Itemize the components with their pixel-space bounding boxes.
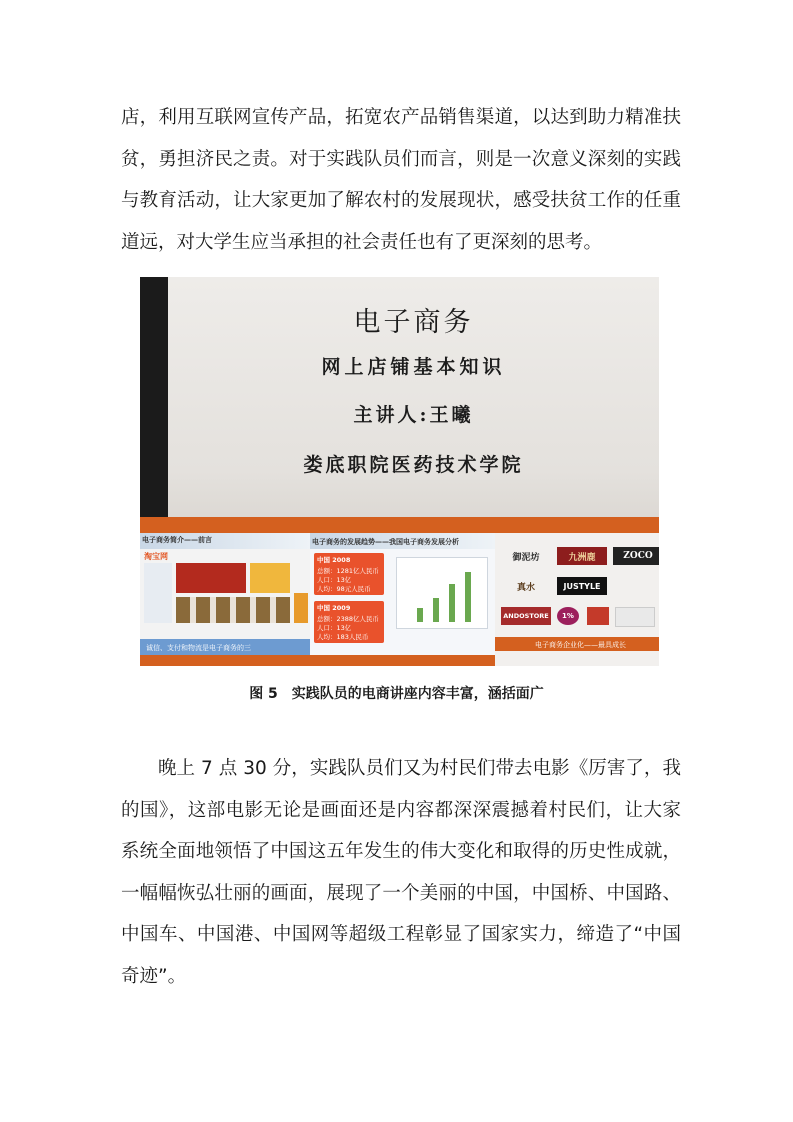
stats-2008-population: 人口：13亿 — [317, 576, 352, 584]
stats-2009-year: 中国 2009 — [317, 604, 351, 612]
stats-box-2009 — [314, 601, 384, 643]
stats-2008-percapita: 人均：98元人民币 — [317, 585, 371, 593]
body-paragraph-1: 店，利用互联网宣传产品，拓宽农产品销售渠道，以达到助力精准扶贫，勇担济民之责。对于实践队员们而言，则是一次意义深刻的实践与教育活动，让大家更加了解农村的发展现状，感受扶贫工作的任重道远，对大学生应当承担的社会责任也有了更深刻的思考。 — [121, 107, 681, 253]
projected-slide — [168, 277, 659, 520]
lecture-photo — [140, 277, 659, 666]
brand-logo-7: 1% — [557, 607, 579, 625]
stats-2008-year: 中国 2008 — [317, 556, 351, 564]
taobao-logo-text: 淘宝网 — [144, 552, 168, 561]
inset-a-footer: 诚信、支付和物流是电子商务的三 — [146, 644, 251, 652]
inset-a-orange-strip — [140, 655, 310, 666]
inset-slide-trend — [310, 533, 495, 666]
brand-logo-6: ANDOSTORE — [501, 607, 551, 625]
body-paragraph-2: 晚上 7 点 30 分，实践队员们又为村民们带去电影《厉害了，我的国》，这部电影无论是画面还是内容都深深震撼着村民们，让大家系统全面地领悟了中国这五年发生的伟大变化和取得的历史性成就，一幅幅恢弘壮丽的画面，展现了一个美丽的中国，中国桥、中国路、中国车、中国港、中国网等超级工程彰显了国家实力，缔造了“中国奇迹”。 — [121, 758, 681, 987]
inset-c-footer: 电子商务企业化——最具成长 — [535, 641, 626, 649]
brand-logo-1: 御泥坊 — [512, 552, 540, 563]
slide-speaker: 主讲人:王曦 — [353, 404, 474, 426]
brand-logo-8 — [587, 607, 609, 625]
trend-mini-chart — [396, 557, 488, 629]
taobao-side-image — [294, 593, 308, 623]
taobao-product-strip — [176, 597, 290, 623]
stats-2008-total: 总额：1281亿人民币 — [317, 567, 380, 575]
brand-logo-2: 九洲鹿 — [557, 547, 607, 565]
brand-logo-5: JUSTYLE — [557, 577, 607, 595]
figure-caption: 图 5 实践队员的电商讲座内容丰富，涵括面广 — [249, 686, 544, 702]
slide-title: 电子商务 — [353, 307, 474, 338]
brand-logo-9 — [615, 607, 655, 627]
stats-2009-population: 人口：13亿 — [317, 624, 352, 632]
taobao-promo — [250, 563, 290, 593]
stats-2009-percapita: 人均：183人民币 — [317, 633, 369, 641]
brand-logo-4: 真水 — [516, 582, 535, 593]
slide-orange-band — [140, 517, 659, 533]
stats-2009-total: 总额：2388亿人民币 — [317, 615, 380, 623]
stats-box-2008 — [314, 553, 384, 595]
inset-slide-taobao — [140, 533, 310, 666]
taobao-sidebar — [144, 563, 172, 623]
brand-logo-3: ZOCO — [613, 547, 659, 565]
taobao-banner — [176, 563, 246, 593]
inset-b-orange-strip — [310, 655, 495, 666]
slide-subtitle: 网上店铺基本知识 — [321, 356, 506, 378]
inset-b-header: 电子商务的发展趋势——我国电子商务发展分析 — [312, 538, 459, 546]
slide-school: 娄底职院医药技术学院 — [303, 454, 524, 476]
inset-a-header: 电子商务简介——前言 — [142, 536, 212, 544]
inset-slide-brands — [495, 533, 659, 666]
